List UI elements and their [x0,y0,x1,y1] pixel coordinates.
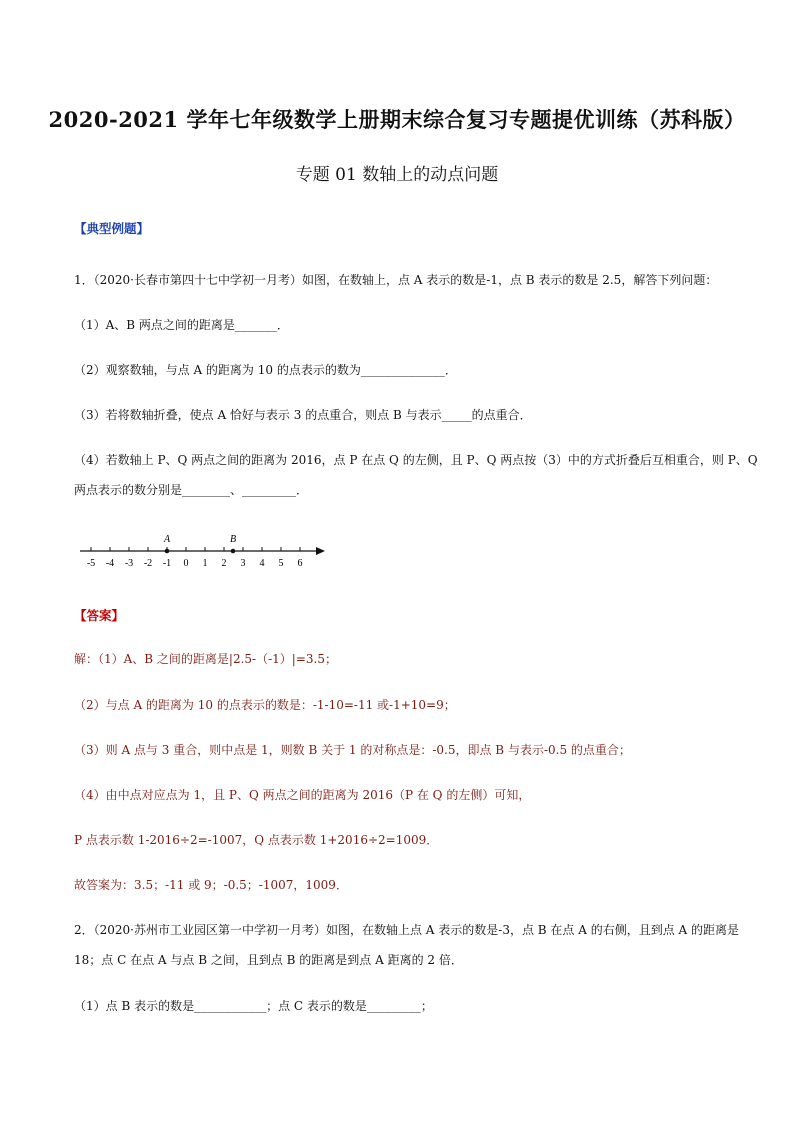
number-line-tick-label: -1 [162,558,172,569]
point-b-dot [231,549,236,554]
answer-line-6: 故答案为：3.5；-11 或 9；-0.5；-1007，1009． [74,878,348,892]
answer-line-4: （4）由中点对应点为 1，且 P、Q 两点之间的距离为 2016（P 在 Q 的左侧）可知， [74,788,531,802]
page-subtitle: 专题 01 数轴上的动点问题 [295,165,499,185]
number-line-tick-label: 0 [183,558,189,569]
answer-line-3: （3）则 A 点与 3 重合，则中点是 1，则数 B 关于 1 的对称点是：-0.5，即点 B 与表示-0.5 的点重合； [74,743,631,757]
answer-line-1: 解：（1）A、B 之间的距离是|2.5-（-1）|=3.5； [74,652,337,666]
question-1-part-2: （2）观察数轴，与点 A 的距离为 10 的点表示的数为______________． [74,363,457,377]
page-title: 2020-2021 学年七年级数学上册期末综合复习专题提优训练（苏科版） [48,107,746,132]
number-line-tick-label: 6 [297,558,303,569]
question-1-stem: 1．（2020·长春市第四十七中学初一月考）如图，在数轴上，点 A 表示的数是-1，点 B 表示的数是 2.5，解答下列问题： [74,273,718,287]
question-1-part-4-line-1: （4）若数轴上 P、Q 两点之间的距离为 2016，点 P 在点 Q 的左侧，且 P、Q 两点按（3）中的方式折叠后互相重合，则 P、Q [74,453,758,467]
number-line-figure [78,528,330,574]
number-line-tick-label: 4 [259,558,265,569]
answer-line-2: （2）与点 A 的距离为 10 的点表示的数是：-1-10=-11 或-1+10=9； [74,698,456,712]
number-line-tick-label: -2 [143,558,153,569]
number-line-tick-label: -5 [86,558,96,569]
answer-heading: 【答案】 [74,608,125,623]
number-line-tick-label: 5 [278,558,284,569]
point-a-dot [165,549,170,554]
question-1-part-1: （1）A、B 两点之间的距离是_______． [74,318,289,332]
number-line-tick-label: 3 [240,558,246,569]
point-b-label: B [230,534,237,545]
question-2-part-1: （1）点 B 表示的数是____________；点 C 表示的数是_________； [74,999,433,1013]
number-line-tick-label: -4 [105,558,115,569]
number-line-tick-labels [87,558,303,569]
number-line-tick-label: 1 [202,558,208,569]
number-line-arrow-icon [316,547,325,555]
point-a-label: A [164,534,171,545]
section-example-heading: 【典型例题】 [74,221,150,236]
question-1-part-4-line-2: 两点表示的数分别是________、_________． [74,483,309,497]
question-2-stem-line-1: 2．（2020·苏州市工业园区第一中学初一月考）如图，在数轴上点 A 表示的数是-3，点 B 在点 A 的右侧，且到点 A 的距离是 [74,923,740,937]
question-1-part-3: （3）若将数轴折叠，使点 A 恰好与表示 3 的点重合，则点 B 与表示_____的点重合． [74,408,532,422]
answer-line-5: P 点表示数 1-2016÷2=-1007，Q 点表示数 1+2016÷2=1009． [74,833,439,847]
question-2-stem-line-2: 18；点 C 在点 A 与点 B 之间，且到点 B 的距离是到点 A 距离的 2 倍． [74,953,463,967]
number-line-tick-label: -3 [124,558,134,569]
number-line-tick-label: 2 [221,558,227,569]
